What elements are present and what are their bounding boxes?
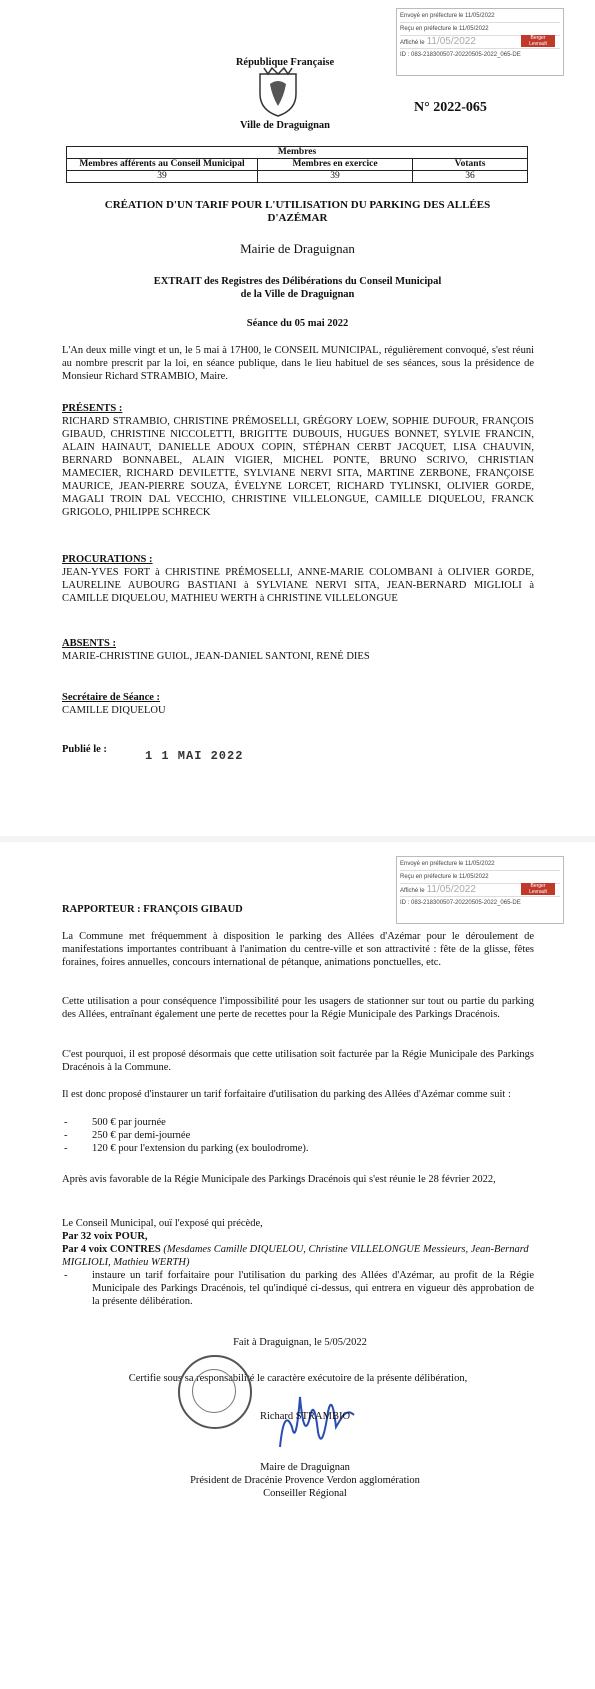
paragraph-4: Il est donc proposé d'instaurer un tarif forfaitaire d'utilisation du parking des Allées d'Azémar comme suit : — [62, 1089, 511, 1100]
decision-dash: - — [64, 1270, 68, 1281]
stamp-id: ID : 083-218300507-20220505-2022_065-DE — [400, 900, 521, 906]
stamp-badge: Berger Levrault — [521, 883, 555, 895]
members-title: Membres — [67, 147, 528, 159]
members-col-exercice: Membres en exercice — [258, 159, 413, 171]
publie-date: 1 1 MAI 2022 — [145, 749, 244, 763]
members-val-votants: 36 — [413, 171, 528, 183]
vote-contre-names: (Mesdames Camille DIQUELOU, Christine VILLELONGUE Messieurs, Jean-Bernard MIGLIOLI, Mathieu WERTH) — [62, 1244, 529, 1268]
absents-list: MARIE-CHRISTINE GUIOL, JEAN-DANIEL SANTONI, RENÉ DIES — [62, 651, 370, 662]
absents-label: ABSENTS : — [62, 638, 116, 649]
secretaire-name: CAMILLE DIQUELOU — [62, 705, 166, 716]
decision-item — [64, 1269, 534, 1308]
signature-icon — [270, 1387, 360, 1462]
stamp-sent: Envoyé en préfecture le 11/05/2022 — [400, 10, 560, 23]
stamp-received: Reçu en préfecture le 11/05/2022 — [400, 871, 560, 884]
signer-title-1: Maire de Draguignan — [260, 1462, 350, 1473]
city-label: Ville de Draguignan — [239, 120, 331, 131]
tarif-item: - 250 € par demi-journée — [64, 1129, 534, 1142]
paragraph-5: Après avis favorable de la Régie Municipale des Parkings Dracénois qui s'est réunie le 28 février 2022, — [62, 1174, 496, 1185]
vote-pour: Par 32 voix POUR, — [62, 1231, 148, 1242]
stamp-posted-date: 11/05/2022 — [426, 36, 476, 47]
prefecture-stamp — [396, 8, 564, 76]
paragraph-3: C'est pourquoi, il est proposé désormais que cette utilisation soit facturée par la Régie Municipale des Parkings Dracénois à la Commune. — [62, 1049, 534, 1073]
vote-contre-count: Par 4 voix CONTRES — [62, 1244, 161, 1255]
deliberation-number: N° 2022-065 — [414, 100, 487, 115]
stamp-id: ID : 083-218300507-20220505-2022_065-DE — [400, 52, 521, 58]
members-col-afferents: Membres afférents au Conseil Municipal — [67, 159, 258, 171]
signer-title-3: Conseiller Régional — [263, 1488, 347, 1499]
page-1 — [0, 0, 595, 838]
presents-list: RICHARD STRAMBIO, CHRISTINE PRÉMOSELLI, GRÉGORY LOEW, SOPHIE DUFOUR, FRANÇOIS GIBAUD, CHRISTINE NICCOLETTI, BRIGITTE DUBOUIS, HUGUES BONNET, SYLVIE FRANCIN, ALAIN HAINAUT, DANIELLE ADOUX COPIN, STÉPHAN CERBT JACQUET, LISA CHAUVIN, BERNARD BONNABEL, ALAIN VIGIER, MICHEL PONTE, BRUNO SCRIVO, CHRISTIAN MAMECIER, RICHARD DEVILETTE, SYLVIANE NERVI SITA, MARTINE ZERBONE, FRANÇOISE MAURICE, JEAN-PIERRE SOUZA, ÉVELYNE LORCET, RICHARD TYLINSKI, OLIVIER GORDE, MAGALI TROIN DAL VECCHIO, CHRISTINE VILLELONGUE, CAMILLE DIQUELOU, FRANCK GRIGOLO, PHILIPPE SCHRECK — [62, 416, 534, 518]
paragraph-1: La Commune met fréquemment à disposition le parking des Allées d'Azémar pour le déroulement de manifestations importantes contribuant à l'animation du centre-ville et son attractivité : fête de la glisse, fêtes foraines, foires annuelles, concours international de pétanque, animations ponctuelles, etc. — [62, 931, 534, 968]
procurations-label: PROCURATIONS : — [62, 554, 153, 565]
procurations-list: JEAN-YVES FORT à CHRISTINE PRÉMOSELLI, ANNE-MARIE COLOMBANI à OLIVIER GORDE, LAURELINE AUBOURG BASTIANI à SYLVIANE NERVI SITA, JEAN-BERNARD MIGLIOLI à CAMILLE DIQUELOU, MATHIEU WERTH à CHRISTINE VILLELONGUE — [62, 567, 534, 604]
tarif-item: - 500 € par journée — [64, 1116, 534, 1129]
fait-line: Fait à Draguignan, le 5/05/2022 — [233, 1337, 367, 1348]
members-table — [66, 146, 528, 183]
seance-date: Séance du 05 mai 2022 — [246, 318, 349, 329]
extrait-line-1: EXTRAIT des Registres des Délibérations du Conseil Municipal — [153, 276, 442, 287]
stamp-sent: Envoyé en préfecture le 11/05/2022 — [400, 858, 560, 871]
tarifs-list — [64, 1116, 534, 1155]
stamp-badge: Berger Levrault — [521, 35, 555, 47]
page-2 — [0, 842, 595, 1689]
mairie-label: Mairie de Draguignan — [240, 241, 355, 256]
paragraph-2: Cette utilisation a pour conséquence l'impossibilité pour les usagers de stationner sur tout ou partie du parking des Allées, entraînant également une perte de recettes pour la Régie Municipale des Parkings Dracénois. — [62, 996, 534, 1020]
conseil-line: Le Conseil Municipal, ouï l'exposé qui précède, — [62, 1218, 263, 1229]
members-col-votants: Votants — [413, 159, 528, 171]
prefecture-stamp-2 — [396, 856, 564, 924]
stamp-posted: Affiché le 11/05/2022 — [400, 884, 560, 897]
members-val-exercice: 39 — [258, 171, 413, 183]
stamp-received: Reçu en préfecture le 11/05/2022 — [400, 23, 560, 36]
tarif-item: - 120 € pour l'extension du parking (ex boulodrome). — [64, 1142, 534, 1155]
rapporteur-label: RAPPORTEUR : FRANÇOIS GIBAUD — [62, 904, 243, 915]
deliberation-title: CRÉATION D'UN TARIF POUR L'UTILISATION DU PARKING DES ALLÉES D'AZÉMAR — [104, 199, 491, 224]
publie-label: Publié le : — [62, 744, 107, 755]
extrait-line-2: de la Ville de Draguignan — [240, 289, 355, 300]
decision-text: instaure un tarif forfaitaire pour l'utilisation du parking des Allées d'Azémar, au profit de la Régie Municipale des Parkings Dracénois, tel qu'indiqué ci-dessus, qui entrera en vigueur dès approbation de la présente délibération. — [92, 1270, 534, 1307]
secretaire-label: Secrétaire de Séance : — [62, 692, 161, 703]
presents-label: PRÉSENTS : — [62, 403, 123, 414]
members-val-afferents: 39 — [67, 171, 258, 183]
signer-title-2: Président de Dracénie Provence Verdon agglomération — [190, 1475, 420, 1486]
stamp-posted: Affiché le 11/05/2022 — [400, 36, 560, 49]
signer-name: Richard STRAMBIO — [259, 1411, 351, 1422]
stamp-posted-date: 11/05/2022 — [426, 884, 476, 895]
intro-paragraph: L'An deux mille vingt et un, le 5 mai à 17H00, le CONSEIL MUNICIPAL, régulièrement convoqué, s'est réuni au nombre prescrit par la loi, en séance publique, dans le lieu habituel de ses séances, sous la présidence de Monsieur Richard STRAMBIO, Maire. — [62, 345, 534, 382]
coat-of-arms-icon — [256, 66, 300, 118]
certifie-line: Certifie sous sa responsabilité le caractère exécutoire de la présente délibération, — [128, 1373, 468, 1384]
republic-label: République Française — [235, 57, 335, 68]
vote-contre — [62, 1243, 534, 1269]
